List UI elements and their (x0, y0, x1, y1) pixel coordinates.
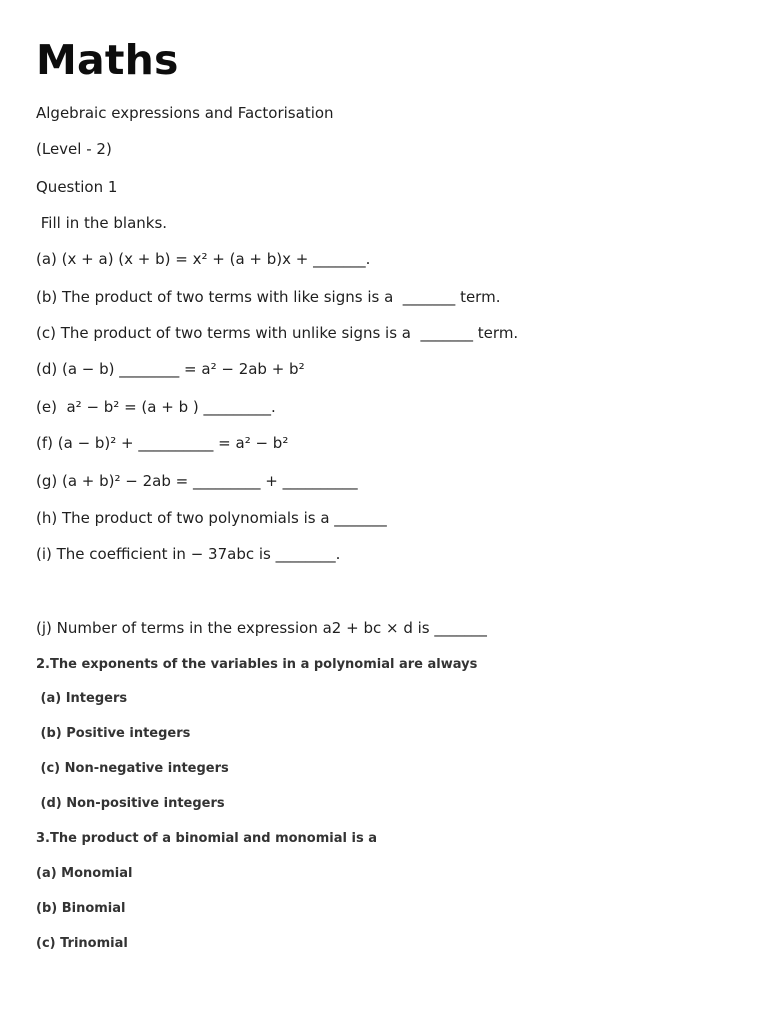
question-1-heading: Question 1 (36, 178, 118, 196)
question-1-item-b: (b) The product of two terms with like signs is a _______ term. (36, 288, 501, 306)
question-1-item-a: (a) (x + a) (x + b) = x² + (a + b)x + _______. (36, 250, 371, 268)
question-2-option-a: (a) Integers (36, 691, 128, 706)
question-2-text: 2.The exponents of the variables in a polynomial are always (36, 657, 478, 672)
question-3-option-b: (b) Binomial (36, 901, 126, 916)
question-1-item-d: (d) (a − b) ________ = a² − 2ab + b² (36, 360, 305, 378)
question-1-item-c: (c) The product of two terms with unlike signs is a _______ term. (36, 324, 519, 342)
question-3-option-a: (a) Monomial (36, 866, 133, 881)
question-1-item-j: (j) Number of terms in the expression a2 + bc × d is _______ (36, 619, 487, 637)
question-1-item-h: (h) The product of two polynomials is a _______ (36, 509, 387, 527)
question-1-item-i: (i) The coefficient in − 37abc is ________. (36, 545, 341, 563)
question-1-item-g: (g) (a + b)² − 2ab = _________ + __________ (36, 472, 358, 490)
question-2-option-b: (b) Positive integers (36, 726, 191, 741)
question-2-option-d: (d) Non-positive integers (36, 796, 225, 811)
page-title: Maths (36, 36, 179, 84)
level-label: (Level - 2) (36, 140, 112, 158)
question-1-item-e: (e) a² − b² = (a + b ) _________. (36, 398, 276, 416)
subtitle: Algebraic expressions and Factorisation (36, 104, 334, 122)
question-2-option-c: (c) Non-negative integers (36, 761, 229, 776)
question-1-item-f: (f) (a − b)² + __________ = a² − b² (36, 434, 289, 452)
question-1-instruction: Fill in the blanks. (36, 214, 168, 232)
question-3-text: 3.The product of a binomial and monomial is a (36, 831, 377, 846)
question-3-option-c: (c) Trinomial (36, 936, 128, 951)
